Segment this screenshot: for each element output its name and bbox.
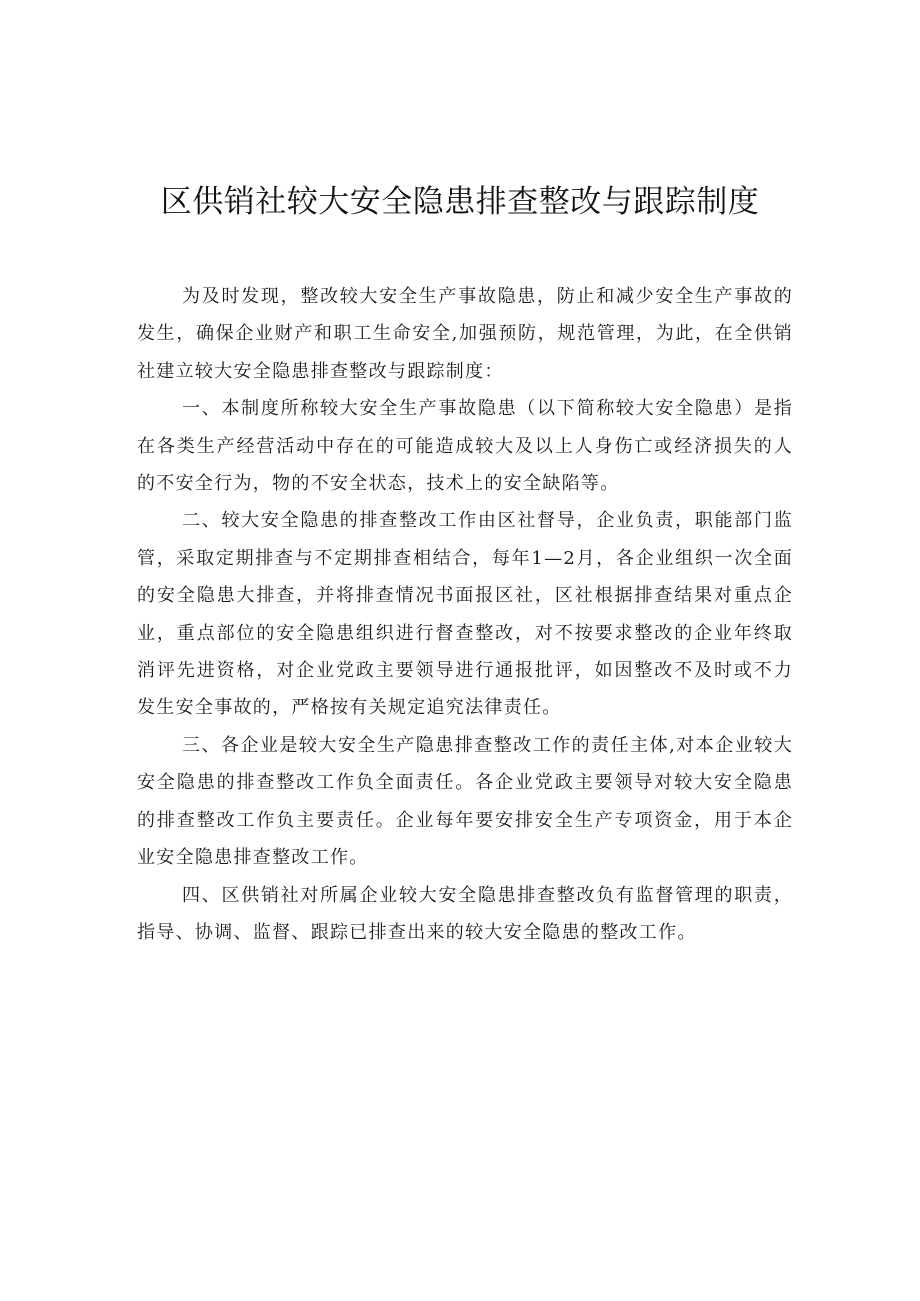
clause-4-paragraph: 四、区供销社对所属企业较大安全隐患排查整改负有监督管理的职责，指导、协调、监督、跟踪已排查出来的较大安全隐患的整改工作。 bbox=[137, 884, 793, 943]
clause-3-paragraph: 三、各企业是较大安全生产隐患排查整改工作的责任主体,对本企业较大安全隐患的排查整改工作负全面责任。各企业党政主要领导对较大安全隐患的排查整改工作负主要责任。企业每年要安排安全生产专项资金，用于本企业安全隐患排查整改工作。 bbox=[137, 734, 793, 869]
document-title: 区供销社较大安全隐患排查整改与跟踪制度 bbox=[160, 184, 760, 220]
document-body bbox=[137, 278, 793, 951]
clause-1-paragraph: 一、本制度所称较大安全生产事故隐患（以下简称较大安全隐患）是指在各类生产经营活动中存在的可能造成较大及以上人身伤亡或经济损失的人的不安全行为，物的不安全状态，技术上的安全缺陷等。 bbox=[137, 398, 793, 495]
clause-2-paragraph: 二、较大安全隐患的排查整改工作由区社督导，企业负责，职能部门监管，采取定期排查与不定期排查相结合，每年1—2月，各企业组织一次全面的安全隐患大排查，并将排查情况书面报区社，区社根据排查结果对重点企业，重点部位的安全隐患组织进行督查整改，对不按要求整改的企业年终取消评先进资格，对企业党政主要领导进行通报批评，如因整改不及时或不力发生安全事故的，严格按有关规定追究法律责任。 bbox=[137, 510, 793, 719]
intro-paragraph: 为及时发现，整改较大安全生产事故隐患，防止和减少安全生产事故的发生，确保企业财产和职工生命安全,加强预防，规范管理，为此，在全供销社建立较大安全隐患排查整改与跟踪制度： bbox=[137, 286, 793, 382]
